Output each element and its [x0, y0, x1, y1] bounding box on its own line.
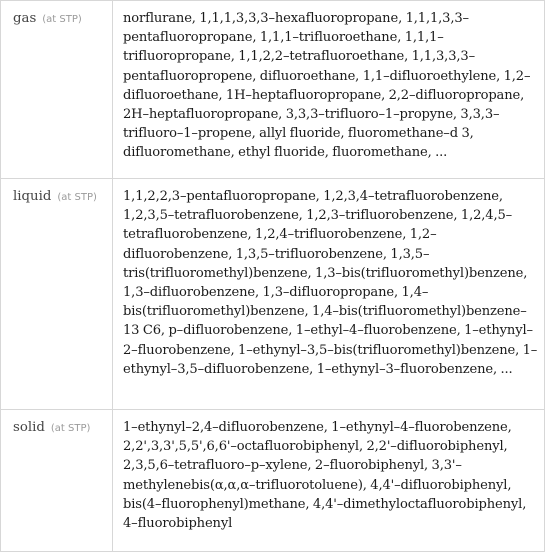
- compounds-cell: [113, 179, 545, 410]
- compounds-list: 1–ethynyl–2,4–difluorobenzene, 1–ethynyl–4–fluorobenzene, 2,2',3,3',5,5',6,6'–octafluorobiphenyl, 2,2'–difluorobiphenyl, 2,3,5,6–tetrafluoro–p–xylene, 2–fluorobiphenyl, 3,3'–methylenebis(α,α,α–trifluorotoluene), 4,4'–difluorobiphenyl, bis(4–fluorophenyl)methane, 4,4'–dimethyloctafluorobiphenyl, 4–fluorobiphenyl: [123, 420, 527, 532]
- phase-condition: (at STP): [57, 192, 97, 203]
- phase-condition: (at STP): [50, 423, 91, 434]
- compounds-list: norflurane, 1,1,1,3,3,3–hexafluoropropane, 1,1,1,3,3–pentafluoropropane, 1,1,1–trifluoroethane, 1,1,1–trifluoropropane, 1,1,2,2–tetrafluoroethane, 1,1,3,3,3–pentafluoropropene, difluoroethane, 1,1–difluoroethylene, 1,2–difluoroethane, 1H–heptafluoropropane, 2,2–difluoropropane, 2H–heptafluoropropane, 3,3,3–trifluoro–1–propyne, 3,3,3–trifluoro–1–propene, allyl fluoride, fluoromethane–d 3, difluoromethane, ethyl fluoride, fluoromethane, ...: [123, 11, 531, 161]
- phase-label-cell: [1, 1, 113, 179]
- phase-name: solid: [13, 420, 45, 435]
- phase-name: gas: [13, 11, 37, 26]
- table-row-gas: [1, 1, 545, 179]
- table-row-liquid: [1, 179, 545, 410]
- phase-name: liquid: [13, 189, 52, 204]
- compounds-cell: [113, 410, 545, 552]
- compounds-cell: [113, 1, 545, 179]
- compounds-list: 1,1,2,2,3–pentafluoropropane, 1,2,3,4–tetrafluorobenzene, 1,2,3,5–tetrafluorobenzene, 1,2,3–trifluorobenzene, 1,2,4,5–tetrafluorobenzene, 1,2,4–trifluorobenzene, 1,2–difluorobenzene, 1,3,5–trifluorobenzene, 1,3,5–tris(trifluoromethyl)benzene, 1,3–bis(trifluoromethyl)benzene, 1,3–difluorobenzene, 1,3–difluoropropane, 1,4–bis(trifluoromethyl)benzene, 1,4–bis(trifluoromethyl)benzene–13 C6, p–difluorobenzene, 1–ethyl–4–fluorobenzene, 1–ethynyl–2–fluorobenzene, 1–ethynyl–3,5–bis(trifluoromethyl)benzene, 1–ethynyl–3,5–difluorobenzene, 1–ethynyl–3–fluorobenzene, ...: [123, 189, 538, 377]
- phase-condition: (at STP): [42, 14, 82, 25]
- phase-label-cell: [1, 179, 113, 410]
- table-row-solid: [1, 410, 545, 552]
- phase-label-cell: [1, 410, 113, 552]
